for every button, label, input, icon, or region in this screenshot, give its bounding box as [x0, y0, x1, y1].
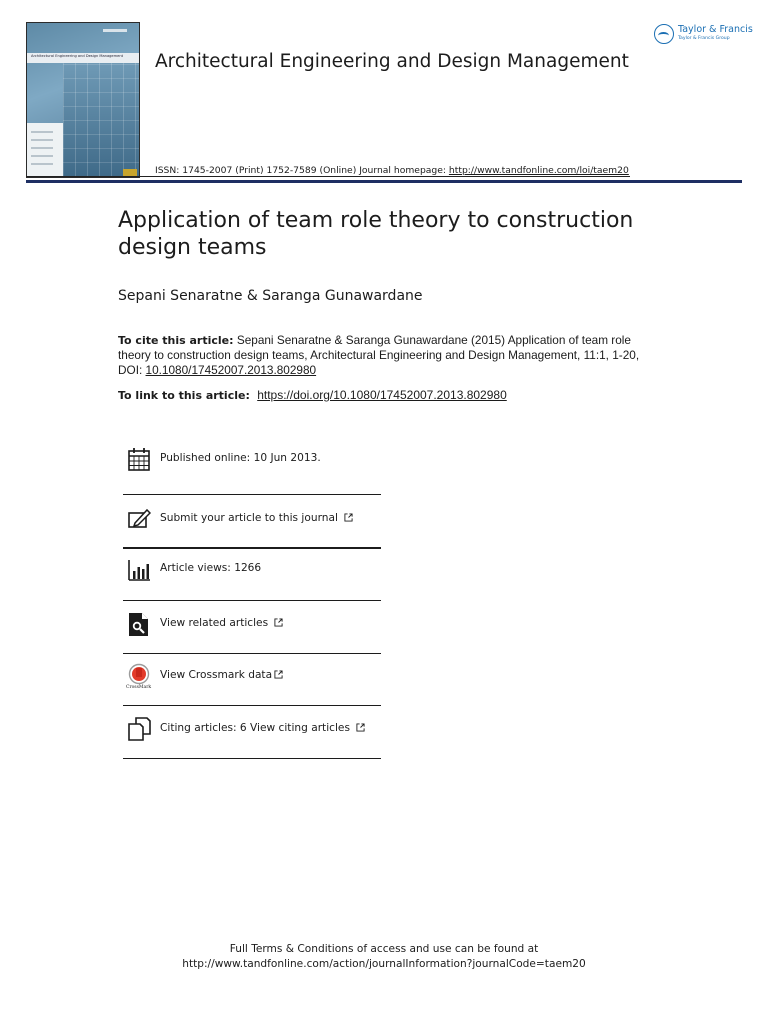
- published-online-row: [123, 436, 381, 488]
- article-views-row: [123, 546, 381, 598]
- crossmark-link[interactable]: View Crossmark data: [160, 669, 283, 681]
- publisher-logo-icon: [654, 24, 674, 44]
- publisher-sub: Taylor & Francis Group: [678, 36, 730, 41]
- publisher-name: Taylor & Francis: [678, 24, 753, 35]
- external-link-icon: [274, 670, 283, 679]
- citation-block: [118, 333, 648, 378]
- cite-doi-link[interactable]: 10.1080/17452007.2013.802980: [145, 363, 317, 377]
- doi-link[interactable]: https://doi.org/10.1080/17452007.2013.802980: [257, 388, 507, 402]
- related-articles-row[interactable]: [123, 601, 381, 653]
- bar-chart-icon: [127, 556, 151, 582]
- cite-label: To cite this article:: [118, 334, 234, 347]
- external-link-icon: [274, 618, 283, 627]
- header-divider-thin: [26, 176, 630, 177]
- article-authors: Sepani Senaratne & Saranga Gunawardane: [118, 288, 423, 304]
- publisher-logo[interactable]: [654, 22, 753, 48]
- edit-icon: [127, 506, 151, 532]
- footer-terms-link[interactable]: http://www.tandfonline.com/action/journalInformation?journalCode=taem20: [182, 958, 586, 970]
- journal-title: Architectural Engineering and Design Management: [155, 51, 629, 72]
- article-views-text: Article views: 1266: [160, 562, 262, 574]
- search-document-icon: [127, 611, 151, 637]
- cite-text: Sepani Senaratne & Saranga Gunawardane (2015) Application of team role theory to construction design teams, Architectural Engineering and Design Management, 11:1, 1-20, DOI:: [118, 333, 640, 377]
- published-online-text: Published online: 10 Jun 2013.: [160, 452, 321, 464]
- issn-text: ISSN: 1745-2007 (Print) 1752-7589 (Online) Journal homepage:: [155, 165, 449, 176]
- issn-line: [155, 165, 629, 176]
- link-line: [118, 388, 507, 402]
- submit-article-row[interactable]: [123, 496, 381, 548]
- article-title: Application of team role theory to construction design teams: [118, 208, 634, 260]
- link-label: To link to this article:: [118, 389, 250, 402]
- citing-articles-row[interactable]: [123, 706, 381, 758]
- crossmark-caption: CrossMark: [126, 685, 152, 690]
- header-divider: [26, 180, 742, 183]
- row-divider: [123, 494, 381, 495]
- row-divider: [123, 758, 381, 759]
- journal-cover-image: [26, 22, 140, 178]
- crossmark-row[interactable]: [123, 653, 381, 705]
- related-articles-link[interactable]: View related articles: [160, 617, 283, 629]
- citing-articles-link[interactable]: Citing articles: 6 View citing articles: [160, 722, 365, 734]
- footer-terms-text: Full Terms & Conditions of access and use can be found at: [229, 943, 539, 955]
- copy-pages-icon: [127, 716, 151, 742]
- external-link-icon: [344, 513, 353, 522]
- external-link-icon: [356, 723, 365, 732]
- cover-title: Architectural Engineering and Design Management: [31, 54, 124, 58]
- journal-homepage-link[interactable]: http://www.tandfonline.com/loi/taem20: [448, 165, 629, 176]
- submit-article-link[interactable]: Submit your article to this journal: [160, 512, 353, 524]
- calendar-icon: [127, 446, 151, 472]
